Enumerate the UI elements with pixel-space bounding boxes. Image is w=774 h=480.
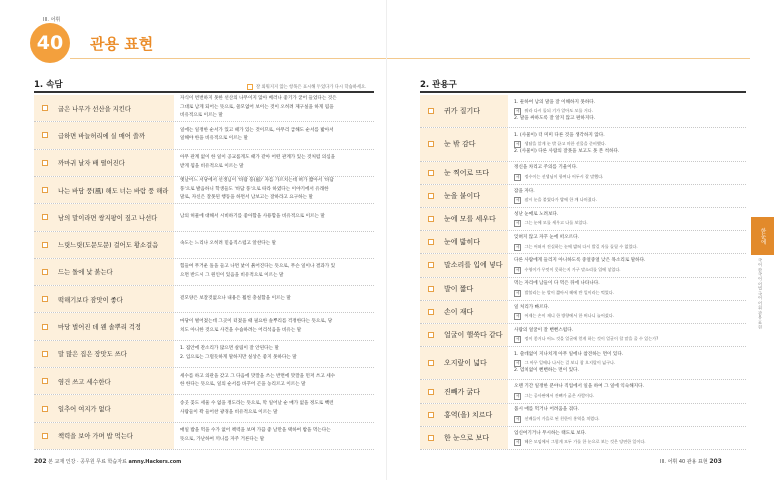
table-row: [34, 423, 374, 450]
definition-cell: [174, 368, 374, 394]
definition-cell: [174, 341, 374, 367]
review-checkbox[interactable]: [42, 187, 48, 193]
definition-cell: [508, 95, 746, 127]
definition-cell: [174, 232, 374, 258]
definition-line: [514, 99, 740, 108]
example-text: 뭐라 다시 돌되 기가 알아도 모를 거다.: [524, 108, 593, 114]
meaning-text: 정신을 차리고 주의를 기울이다.: [514, 165, 578, 171]
review-checkbox[interactable]: [428, 141, 434, 147]
proverb-table: [34, 95, 374, 450]
table-row: [34, 395, 374, 422]
example-icon: 예: [516, 314, 520, 319]
table-row: [420, 404, 746, 427]
review-checkbox[interactable]: [428, 170, 434, 176]
definition-line: 세수를 하고 의관을 갖고 그 다음에 맛깔을 쓰는 반면에 맛깔을 먼저 쓰고 세수: [180, 373, 336, 379]
term-cell: [420, 404, 508, 426]
definition-line: 비유적으로 이르는 말: [180, 113, 223, 119]
idiom-term: 눈을 붙이다: [444, 191, 481, 200]
proverb-term: 까마귀 날자 배 떨어진다: [58, 160, 125, 168]
example-line: [514, 289, 740, 297]
table-row: [420, 301, 746, 324]
term-cell: [34, 232, 174, 258]
side-running-text: 국어 한국어·어법 국어 어휘 관용 표현: [758, 258, 763, 329]
proverb-term: 급하면 바늘허리에 실 매어 쓸까: [58, 132, 146, 140]
definition-cell: [508, 404, 746, 426]
example-icon: 예: [516, 109, 520, 114]
idiom-term: 홍역(을) 치르다: [444, 410, 493, 419]
meaning-text: 1. 쓸데없이 지나치게 아무 일에나 참견하는 면이 있다.: [514, 351, 624, 357]
example-icon: 예: [516, 244, 520, 249]
table-row: [34, 259, 374, 286]
example-icon: 예: [516, 221, 520, 226]
example-line: [514, 438, 740, 446]
example-text: 선배들이 가을로 된 친한이 홍역을 치렀다.: [524, 415, 600, 421]
term-cell: [420, 128, 508, 160]
meaning-text: 오랜 기간 일정한 분야나 직업에서 일을 하여 그 일에 익숙해지다.: [514, 384, 644, 390]
table-row: [34, 122, 374, 149]
meaning-text: 2. 염치없이 뻔뻔하는 면이 있다.: [514, 368, 579, 374]
footer-url-link[interactable]: amny.Hackers.com: [128, 459, 182, 465]
review-checkbox[interactable]: [42, 132, 48, 138]
meaning-text: 잊혀지 않고 자꾸 눈에 떠오르다.: [514, 234, 579, 240]
review-checkbox[interactable]: [42, 406, 48, 412]
term-cell: [420, 254, 508, 276]
definition-line: [514, 148, 740, 157]
term-cell: [34, 259, 174, 285]
example-icon: 예: [516, 142, 520, 147]
example-line: [514, 219, 740, 227]
definition-line: [514, 132, 740, 141]
definition-line: [514, 367, 740, 376]
checkbox-icon: [247, 84, 253, 90]
header-divider-left: [70, 58, 390, 59]
term-cell: [34, 341, 174, 367]
definition-cell: [508, 427, 746, 449]
side-tab[interactable]: 한눈에: [751, 217, 774, 255]
definition-line: 속도는 느리나 오히려 믿음직스럽고 알찬다는 말: [180, 241, 277, 247]
definition-line: [514, 351, 740, 360]
page-number-left: 202: [34, 458, 47, 465]
meaning-text: 다른 사람에게 들리지 아니하도록 중얼중얼 낮은 목소리로 말하다.: [514, 258, 646, 264]
definition-line: 그대로 남게 되어는 뜻으로, 쓸모없어 보이는 것이 오히려 제구실을 하게 됨을: [180, 104, 334, 110]
example-line: [514, 196, 740, 204]
definition-line: 아무 관계 없이 한 일이 공교롭게도 때가 같아 어떤 관계가 있는 것처럼 의심을: [180, 155, 336, 161]
meaning-text: 성난 눈매로 노려보다.: [514, 211, 559, 217]
review-checkbox[interactable]: [42, 351, 48, 357]
example-line: [514, 173, 740, 181]
definition-line: [514, 211, 740, 220]
review-checkbox[interactable]: [428, 108, 434, 114]
meaning-text: 2. (사물이) 다른 사람의 잘못을 보고도 못 본 척하다.: [514, 149, 620, 155]
definition-cell: [508, 128, 746, 160]
term-cell: [34, 395, 174, 421]
definition-line: [514, 234, 740, 243]
term-cell: [34, 368, 174, 394]
table-row: [34, 286, 374, 313]
section-rule-left: [34, 91, 374, 93]
definition-cell: [174, 259, 374, 285]
definition-cell: [508, 278, 746, 300]
term-cell: [420, 185, 508, 207]
definition-line: 사람들이 꽉 들어찬 광경을 비유적으로 이르는 말: [180, 409, 278, 415]
definition-cell: [174, 395, 374, 421]
example-text: 그는 공사판에서 잔뼈가 굵은 사람이다.: [524, 392, 595, 398]
meaning-text: 업신여기거나 무시하는 태도로 보다.: [514, 430, 587, 436]
idiom-term: 얼굴이 핼쑥다 같다: [444, 331, 503, 340]
example-icon: 예: [516, 440, 520, 445]
review-checkbox[interactable]: [428, 239, 434, 245]
definition-line: [514, 327, 740, 336]
review-checkbox[interactable]: [42, 296, 48, 302]
example-icon: 예: [516, 267, 520, 272]
definition-line: 마당이 벌어졌는데 그곳이 터졌을 때 필요한 솔뿌리를 걱정한다는 뜻으로, 당: [180, 319, 333, 324]
review-checkbox[interactable]: [428, 389, 434, 395]
term-cell: [420, 301, 508, 323]
table-row: [34, 204, 374, 231]
section-title-idioms: 2. 관용구: [420, 80, 457, 90]
review-checkbox[interactable]: [428, 435, 434, 441]
review-checkbox[interactable]: [42, 269, 48, 275]
review-note: [247, 84, 367, 90]
term-cell: [420, 380, 508, 402]
definition-line: [514, 406, 740, 415]
term-cell: [420, 278, 508, 300]
footer-left-text: 본 교재 인강 · 공무원 무료 학습자료: [48, 459, 127, 465]
term-cell: [34, 177, 174, 203]
definition-cell: [508, 347, 746, 379]
term-cell: [420, 231, 508, 253]
part-label: III. 어휘: [43, 17, 61, 23]
chapter-number-badge: 40: [30, 23, 70, 63]
table-row: [34, 95, 374, 122]
example-text: 그는 눈에 모를 세우고 나를 보았다.: [524, 220, 588, 226]
term-cell: [420, 95, 508, 127]
definition-line: 말로, 자신은 잘못된 행동을 하면서 남보고는 잘하라고 요구하는 말: [180, 195, 313, 201]
table-row: [34, 232, 374, 259]
definition-line: 2. 입으로는 그럴듯하게 말하지만 실상은 좋지 못하다는 말: [180, 354, 297, 360]
definition-line: 받게 됨을 비유적으로 이르는 말: [180, 163, 244, 169]
proverb-term: 남의 말이라면 쌍지팡이 짚고 나선다: [58, 214, 158, 222]
example-text: 정이 좋거나 어느 것을 얼굴에 얻게 하는 것이 얼굴이 할 말을 줄 수 있는가?: [524, 336, 659, 342]
definition-cell: [508, 324, 746, 346]
definition-line: 옛날어느 서당에서 선생님이 '바람 풍(風)' 자를 가르치는데 혀가 짧아서 '바담: [180, 178, 334, 184]
footer-right: [660, 458, 722, 465]
meaning-text: 2. 말을 싸하도록 잘 알지 않고 편하지다.: [514, 116, 596, 122]
example-icon: 예: [516, 393, 520, 398]
idiom-table: [420, 95, 746, 450]
definition-cell: [508, 208, 746, 230]
example-line: [514, 140, 740, 148]
footer-left: [34, 458, 181, 465]
proverb-term: 말 많은 집은 장맛도 쓰다: [58, 351, 127, 359]
proverb-term: 느릿느릿(도문도문) 걸어도 황소걸음: [58, 242, 159, 250]
meaning-text: 일 처리가 빠르다.: [514, 304, 550, 310]
definition-line: [514, 280, 740, 289]
chapter-title: 관용 표현: [90, 35, 154, 53]
meaning-text: 잠을 자다.: [514, 188, 535, 194]
meaning-text: 먹는 자리에 남들이 다 먹은 뒤에 나타나다.: [514, 281, 600, 287]
definition-cell: [174, 286, 374, 312]
review-checkbox[interactable]: [428, 309, 434, 315]
definition-cell: [174, 204, 374, 230]
example-line: [514, 359, 740, 367]
definition-line: 치도 아니한 것으로 사건을 수습하려는 어리석음을 비유는 말: [180, 327, 302, 333]
definition-cell: [508, 162, 746, 184]
definition-line: [514, 430, 740, 439]
definition-line: 남의 허물에 대해서 시비하기를 좋아함을 사용함을 비유적으로 이르는 말: [180, 214, 325, 220]
example-text: 정수이는 선생님이 항여나 어두시 잘 말했다.: [524, 173, 604, 179]
term-cell: [34, 423, 174, 449]
example-text: 잠시 눈을 붙였다가 밥에 한 깨 나머졌다.: [524, 197, 597, 203]
definition-cell: [174, 150, 374, 176]
definition-cell: [508, 254, 746, 276]
term-cell: [420, 162, 508, 184]
review-checkbox[interactable]: [42, 433, 48, 439]
review-checkbox[interactable]: [42, 160, 48, 166]
definition-line: 겉모양은 보잘것없으나 내용은 훨씬 충실함을 이르는 말: [180, 295, 291, 301]
definition-cell: [508, 231, 746, 253]
table-row: [34, 368, 374, 395]
idiom-term: 오지랖이 넓다: [444, 359, 487, 368]
term-cell: [34, 286, 174, 312]
section-rule-right: [420, 91, 746, 93]
idiom-term: 귀가 질기다: [444, 107, 481, 116]
example-text: 어제는 손이 재니 한 방향에서 한 버나니 늘어섰다.: [524, 313, 614, 319]
table-row: [420, 427, 746, 450]
meaning-text: 1. 둔하여 남의 말을 잘 이해하지 못하다.: [514, 99, 596, 105]
table-row: [34, 313, 374, 340]
definition-cell: [174, 423, 374, 449]
table-row: [34, 177, 374, 204]
table-row: [420, 347, 746, 380]
definition-line: 매일 밥을 먹을 수가 없어 책력을 보며 가끔 좋 날만을 택하여 밥을 먹는다는: [180, 428, 331, 434]
term-cell: [34, 150, 174, 176]
term-cell: [34, 204, 174, 230]
example-icon: 예: [516, 416, 520, 421]
idiom-term: 눈 밖 감다: [444, 140, 476, 149]
definition-line: [514, 164, 740, 173]
term-cell: [420, 324, 508, 346]
definition-cell: [174, 313, 374, 339]
proverb-term: 나는 바담 풍(風) 해도 너는 바람 풍 해라: [58, 187, 169, 195]
meaning-text: 1. (사물이) 더 미미 다른 것을 생각하지 않다.: [514, 132, 605, 138]
example-line: [514, 392, 740, 400]
meaning-text: 사람의 얼굴이 잘 뻔뻔스럽다.: [514, 327, 574, 333]
example-text: 헤은 모임에서 그렇게 모두 가를 한 눈으로 보는 것은 당연한 일이다.: [524, 439, 646, 445]
example-line: [514, 266, 740, 274]
example-line: [514, 415, 740, 423]
idiom-term: 눈에 모를 세우다: [444, 215, 496, 224]
example-icon: 예: [516, 290, 520, 295]
definition-cell: [508, 301, 746, 323]
table-row: [420, 231, 746, 254]
definition-line: 일에는 일정한 순서가 있고 때가 있는 것이므로, 아무리 급해도 순서를 밟아서: [180, 127, 334, 133]
definition-line: [514, 188, 740, 197]
table-row: [34, 341, 374, 368]
review-checkbox[interactable]: [42, 214, 48, 220]
table-row: [420, 185, 746, 208]
example-line: [514, 107, 740, 115]
review-checkbox[interactable]: [42, 242, 48, 248]
table-row: [420, 128, 746, 161]
page-number-right: 203: [709, 458, 722, 465]
term-cell: [34, 122, 174, 148]
table-row: [420, 254, 746, 277]
review-checkbox[interactable]: [428, 286, 434, 292]
definition-line: 뜻으로, 가난하여 끼니를 자주 거른다는 말: [180, 436, 265, 442]
proverb-term: 드는 돌에 낯 붉는다: [58, 269, 113, 277]
table-row: [420, 324, 746, 347]
table-row: [420, 208, 746, 231]
definition-line: [514, 383, 740, 392]
footer-right-text: III. 어휘 40 관용 표현: [660, 459, 708, 465]
review-checkbox[interactable]: [428, 332, 434, 338]
proverb-term: 염건 쓰고 세수한다: [58, 378, 111, 386]
review-checkbox[interactable]: [42, 378, 48, 384]
idiom-term: 진빼가 굵다: [444, 387, 481, 396]
table-row: [34, 150, 374, 177]
review-checkbox[interactable]: [428, 262, 434, 268]
proverb-term: 떡해기보다 잠맛이 좋다: [58, 296, 123, 304]
review-checkbox[interactable]: [428, 216, 434, 222]
page-gutter: [386, 0, 387, 480]
term-cell: [420, 208, 508, 230]
definition-cell: [174, 177, 374, 203]
definition-line: [514, 257, 740, 266]
table-row: [420, 95, 746, 128]
meaning-text: 몹시 애를 먹거나 어려움을 겪다.: [514, 407, 579, 413]
definition-cell: [174, 122, 374, 148]
proverb-term: 굽은 나무가 선산을 지킨다: [58, 105, 131, 113]
review-checkbox[interactable]: [428, 360, 434, 366]
definition-cell: [508, 380, 746, 402]
table-row: [420, 162, 746, 185]
example-icon: 예: [516, 198, 520, 203]
example-text: 생답을 알게 눈 밖 끝고 마한 선물을 준비했다.: [524, 141, 607, 147]
review-checkbox[interactable]: [42, 105, 48, 111]
idiom-term: 눈 찍어로 뜨다: [444, 168, 490, 177]
definition-line: 일해야 한을 비유적으로 이르는 말: [180, 136, 248, 142]
example-text: 그 아무 일에나 나서는 걸 보니 참 오지랖이 넓구나.: [524, 360, 616, 366]
review-checkbox[interactable]: [428, 193, 434, 199]
example-text: 수영이가 무엇이 못하는지 가구 말소리를 입에 넣었다.: [524, 266, 621, 272]
idiom-term: 한 눈으로 보다: [444, 433, 490, 442]
table-row: [420, 278, 746, 301]
table-row: [420, 380, 746, 403]
term-cell: [34, 313, 174, 339]
review-note-text: 잘 외워지지 않는 항목은 표시해 두었다가 다시 학습하세요.: [256, 85, 367, 90]
example-icon: 예: [516, 174, 520, 179]
idiom-term: 눈에 밟히다: [444, 238, 481, 247]
definition-line: 풍'으로 발음하니 학생들도 '바담 풍'으로 따라 하였다는 이야기에서 유래한: [180, 186, 329, 192]
definition-line: 1. 집안에 잔소리가 많으면 살림이 잘 안된다는 말: [180, 346, 279, 352]
definition-cell: [508, 185, 746, 207]
definition-cell: [174, 95, 374, 121]
example-line: [514, 335, 740, 343]
idiom-term: 손이 재다: [444, 307, 474, 316]
example-text: 발볼리는 눈 발이 짧아서 헤에 반 일이라는 먹었다.: [524, 289, 614, 295]
example-text: 그는 어떠서 진실하는 눈에 밟혀 다시 발길 자를 돌릴 수 없었다.: [524, 243, 638, 249]
example-icon: 예: [516, 361, 520, 366]
example-line: [514, 312, 740, 320]
term-cell: [420, 427, 508, 449]
definition-line: [514, 304, 740, 313]
term-cell: [34, 95, 174, 121]
review-checkbox[interactable]: [42, 324, 48, 330]
definition-line: [514, 115, 740, 124]
definition-line: 송곳 꽂도 세울 수 없을 정도라는 뜻으로, 막 일어날 순 매가 없을 정도로 빽런: [180, 400, 334, 406]
header-divider-right: [385, 58, 750, 59]
proverb-term: 책력을 보아 가며 밥 먹는다: [58, 433, 133, 441]
proverb-term: 마당 벌어진 데 웬 솔뿌리 걱정: [58, 324, 142, 332]
review-checkbox[interactable]: [428, 412, 434, 418]
proverb-term: 일추어 여지가 없다: [58, 406, 111, 414]
definition-line: 자식이 번번하지 못한 선산의 나무이지 않아 베러나 좋기가 굳어 들었다는 것은: [180, 96, 337, 102]
definition-line: 힘들여 무거운 돌을 들고 나면 낯이 붉어진다는 뜻으로, 무슨 일이나 결과가 있: [180, 264, 336, 270]
example-icon: 예: [516, 337, 520, 342]
term-cell: [420, 347, 508, 379]
section-title-proverbs: 1. 속담: [34, 80, 63, 90]
definition-line: 으면 반드시 그 원인이 있음을 비유적으로 이르는 말: [180, 272, 284, 278]
definition-line: 한 한다는 뜻으로, 일의 순서를 바꾸어 곤을 농리르고 이르는 말: [180, 382, 306, 388]
idiom-term: 말소리를 입에 넣다: [444, 261, 503, 270]
idiom-term: 발이 짧다: [444, 284, 474, 293]
example-line: [514, 243, 740, 251]
